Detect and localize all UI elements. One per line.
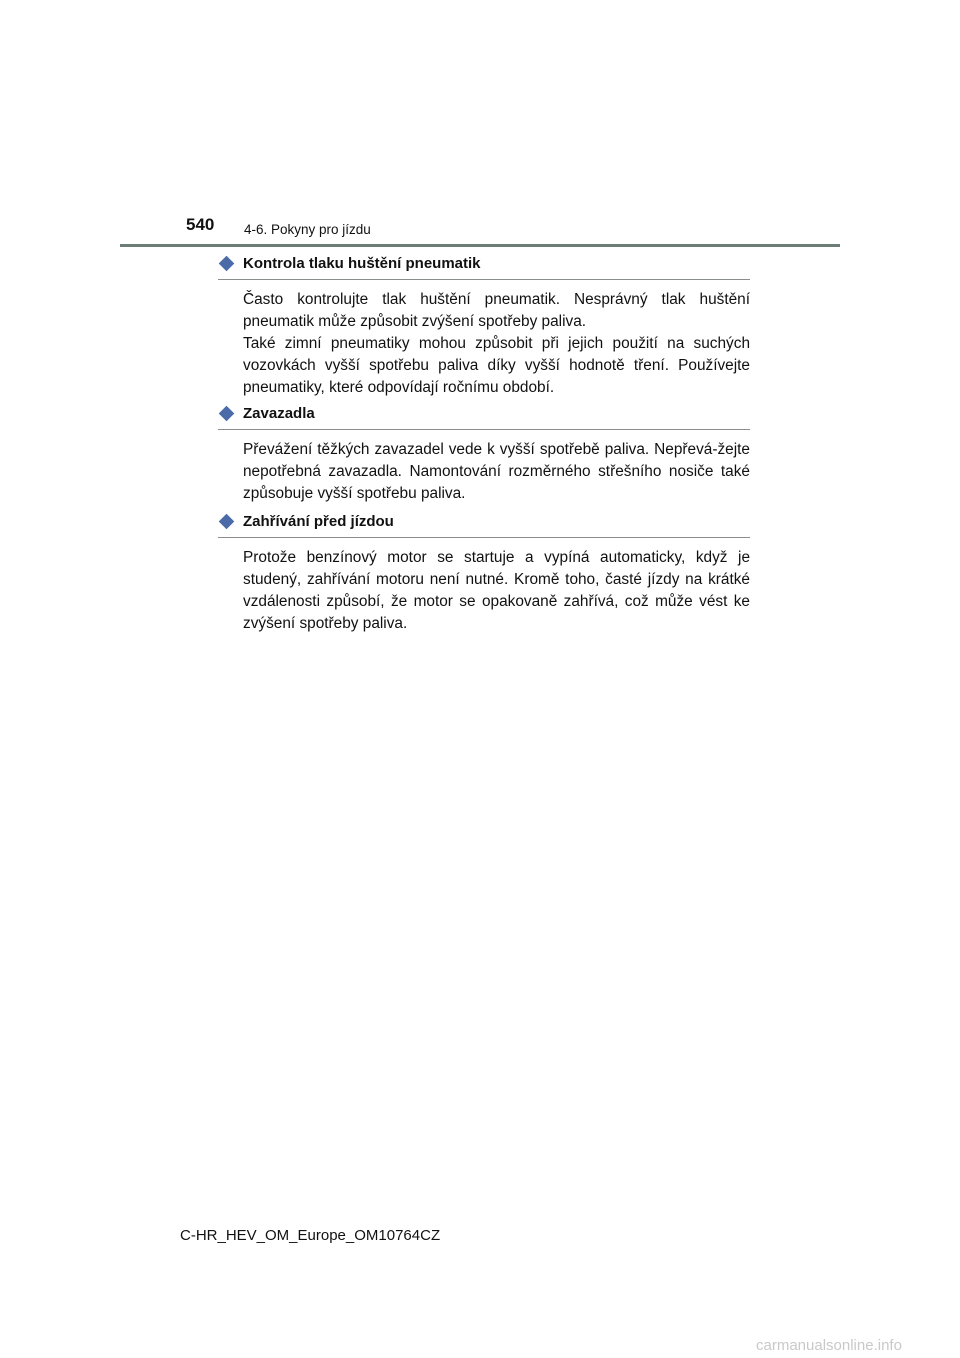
section-warm-up <box>218 513 750 635</box>
diamond-icon <box>219 406 235 422</box>
section-body <box>243 289 750 399</box>
section-heading <box>218 255 750 280</box>
section-luggage <box>218 405 750 505</box>
paragraph: Převážení těžkých zavazadel vede k vyšší spotřebě paliva. Nepřevá-žejte nepotřebná zavazadla. Namontování rozměrného střešního nosiče také způsobuje vyšší spotřebu paliva. <box>243 441 750 502</box>
document-code: C-HR_HEV_OM_Europe_OM10764CZ <box>180 1227 441 1244</box>
page-number: 540 <box>186 215 215 234</box>
section-heading-text: Zavazadla <box>243 405 315 422</box>
section-heading-text: Kontrola tlaku huštění pneumatik <box>243 255 481 272</box>
section-body <box>243 547 750 635</box>
paragraph: Často kontrolujte tlak huštění pneumatik. Nesprávný tlak huštění pneumatik může způsobit zvýšení spotřeby paliva. <box>243 291 750 330</box>
header-rule <box>120 244 840 247</box>
section-heading <box>218 405 750 430</box>
diamond-icon <box>219 256 235 272</box>
section-body <box>243 439 750 505</box>
paragraph: Protože benzínový motor se startuje a vypíná automaticky, když je studený, zahřívání motoru není nutné. Kromě toho, časté jízdy na krátké vzdálenosti způsobí, že motor se opakovaně zahřívá, což může vést ke zvýšení spotřeby paliva. <box>243 549 750 632</box>
diamond-icon <box>219 514 235 530</box>
section-heading <box>218 513 750 538</box>
section-heading-text: Zahřívání před jízdou <box>243 513 394 530</box>
watermark: carmanualsonline.info <box>756 1337 902 1354</box>
paragraph: Také zimní pneumatiky mohou způsobit při jejich použití na suchých vozovkách vyšší spotřebu paliva díky vyšší hodnotě tření. Používejte pneumatiky, které odpovídají ročnímu období. <box>243 335 750 396</box>
section-tire-pressure <box>218 255 750 399</box>
chapter-title: 4-6. Pokyny pro jízdu <box>244 222 371 237</box>
